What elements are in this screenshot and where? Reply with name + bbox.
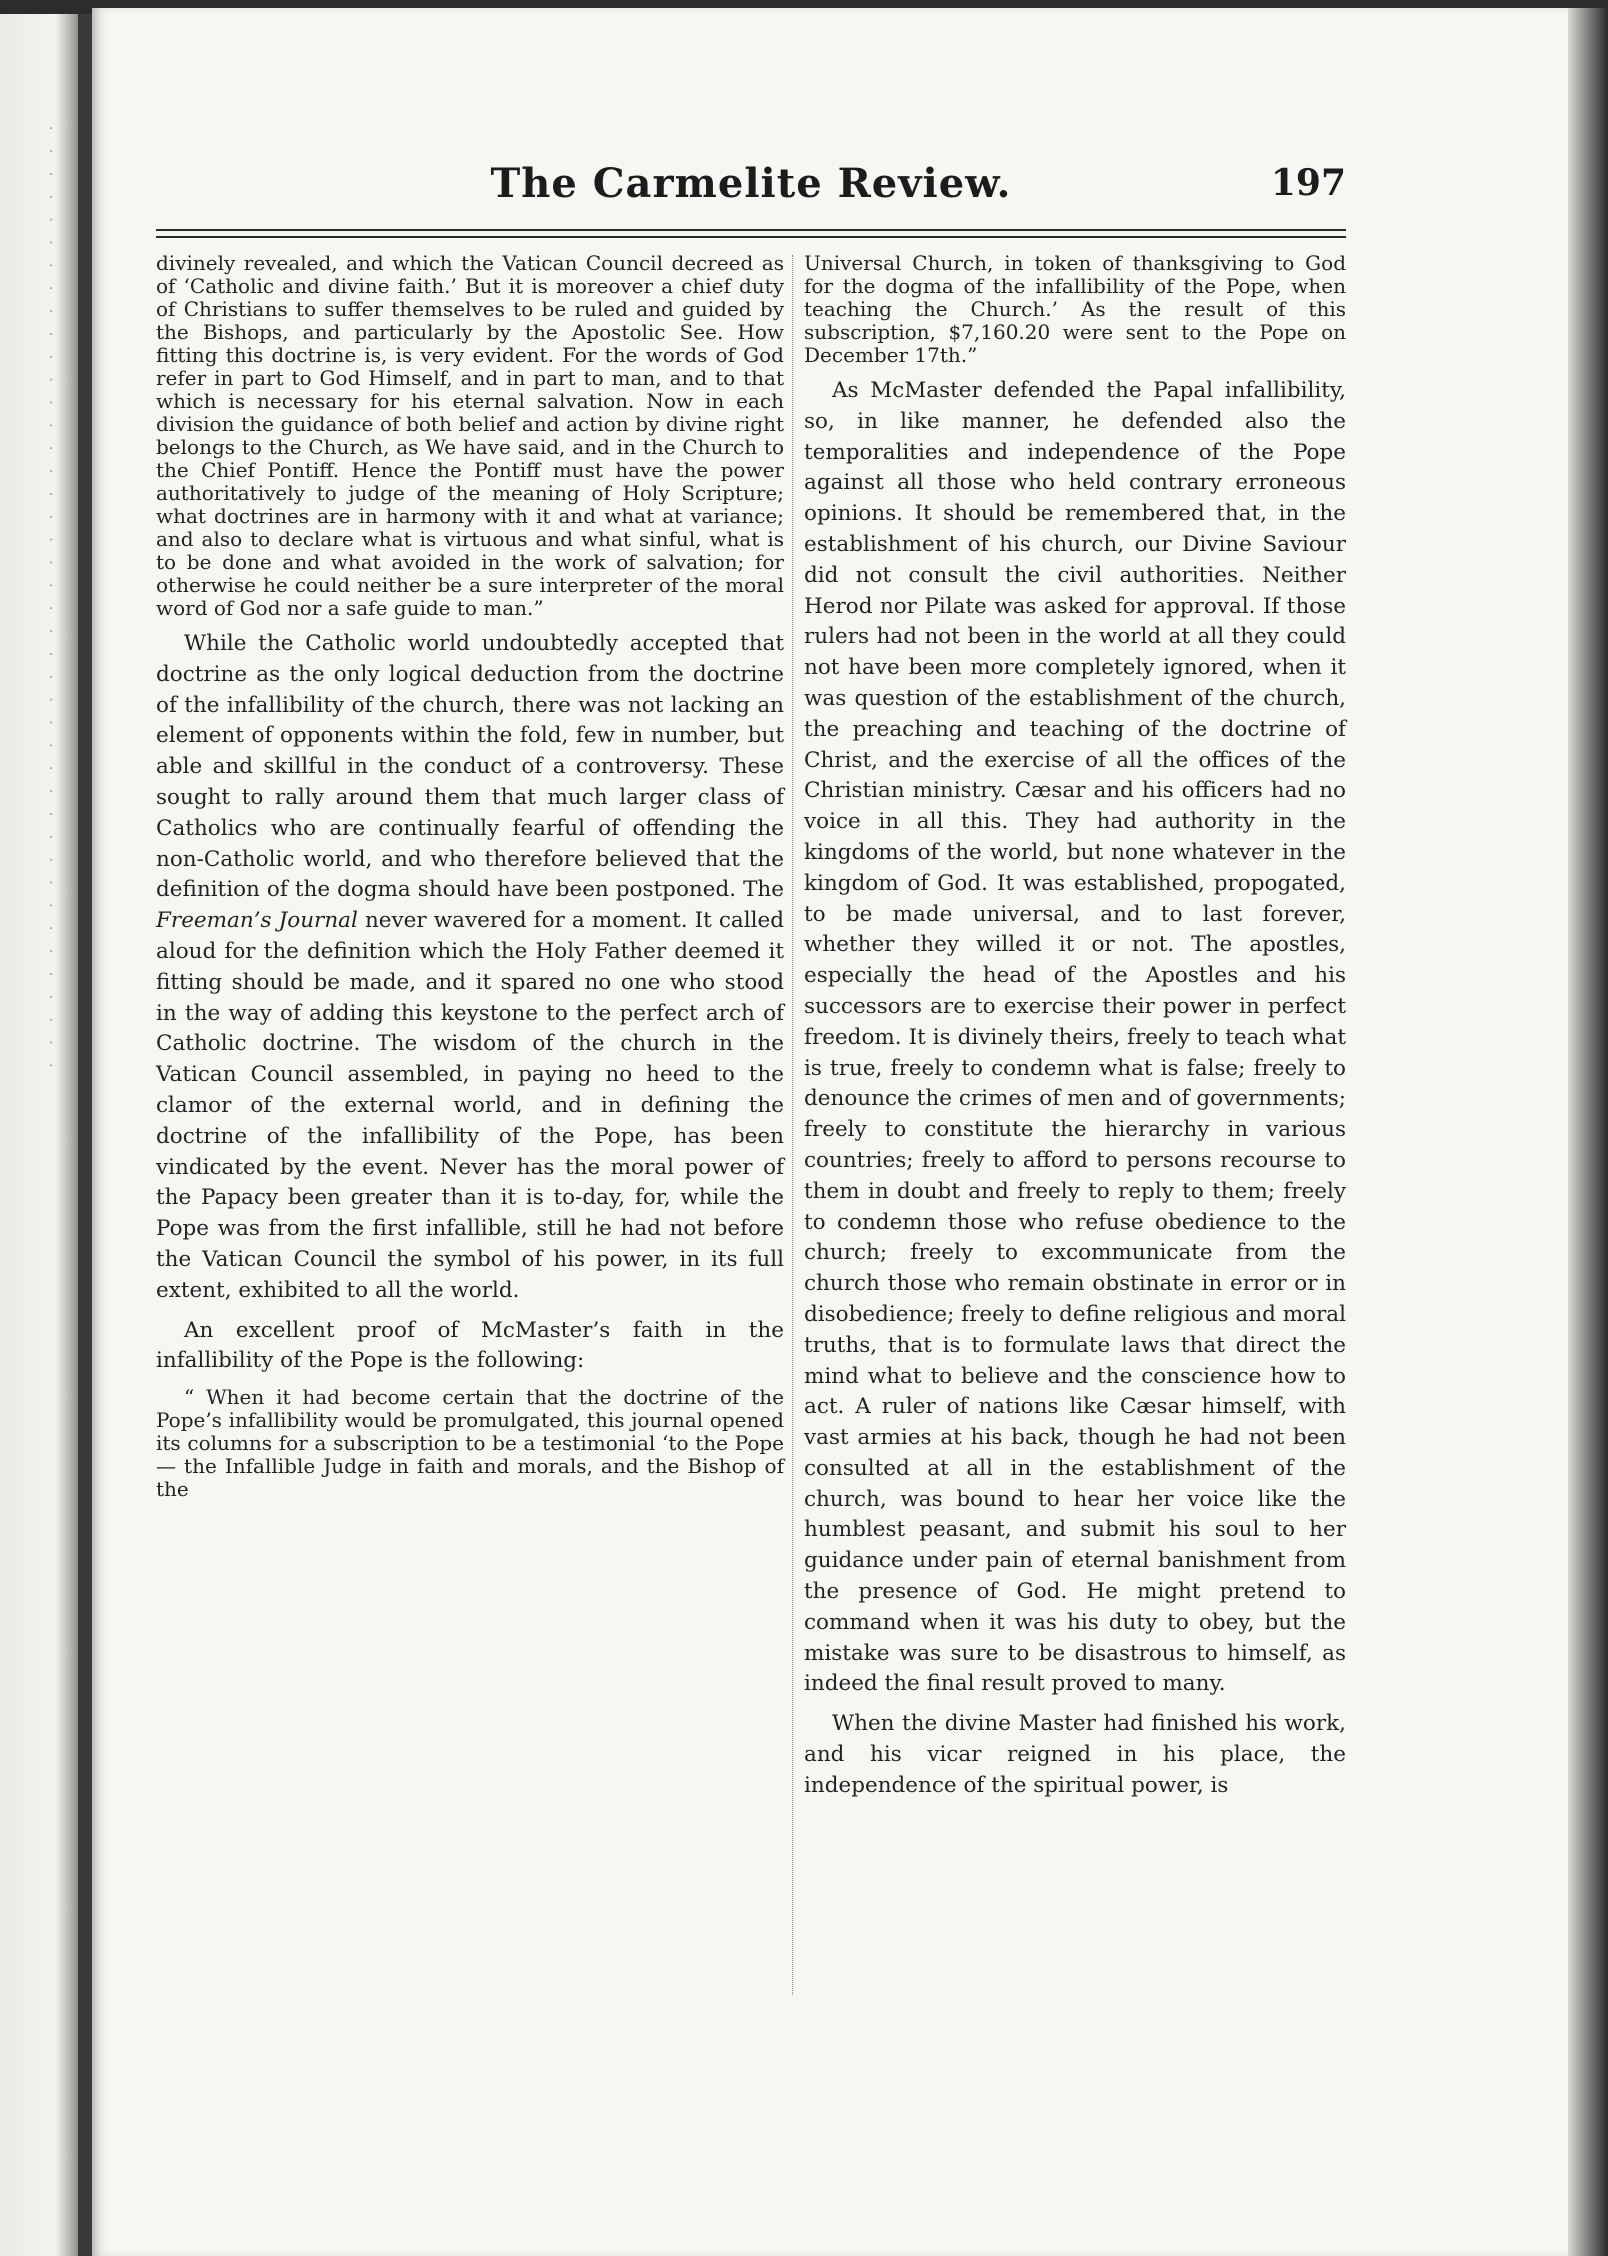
paragraph-text: While the Catholic world undoubtedly accepted that doctrine as the only logical deduction from the doctrine of the infallibility of the church, there was not lacking an element of opponents within the fold, few in number, but able and skillful in the conduct of a controversy. These sought to rally around them that much larger class of Catholics who are continually fearful of offending the non-Catholic world, and who therefore believed that the definition of the dogma should have been postponed. The (156, 631, 784, 903)
facing-page-edge (0, 14, 78, 2256)
journal-title: Freeman’s Journal (156, 908, 358, 934)
header-rule-bottom (156, 236, 1346, 238)
running-title: The Carmelite Review. (490, 160, 1012, 207)
facing-page-bleed-text: · · · · · · · · · · · · · · · · · · · · · · · · · · · · · · · · · · · · · · · · · · (42, 124, 58, 1073)
paragraph-proof-of-faith: An excellent proof of McMaster’s faith in the infallibility of the Pope is the following: (156, 1317, 784, 1374)
page-number: 197 (1270, 162, 1346, 204)
paragraph-text: never wavered for a moment. It called aloud for the definition which the Holy Father deemed it fitting should be made, and it spared no one who stood in the way of adding this keystone to the perfect arch of Catholic doctrine. The wisdom of the church in the Vatican Council assembled, in paying no heed to the clamor of the external world, and in defining the doctrine of the infallibility of the Pope, has been vindicated by the event. Never has the moral power of the Papacy been greater than it is to-day, for, while the Pope was from the first infallible, still he had not before the Vatican Council the symbol of his power, in its full extent, exhibited to all the world. (156, 908, 784, 1303)
running-header (156, 160, 1346, 230)
paragraph-temporalities: As McMaster defended the Papal infallibility, so, in like manner, he defended also the temporalities and independence of the Pope against all those who held contrary erroneous opinions. It should be remembered that, in the establishment of his church, our Divine Saviour did not consult the civil authorities. Neither Herod nor Pilate was asked for approval. If those rulers had not been in the world at all they could not have been more completely ignored, when it was question of the establishment of the church, the preaching and teaching of the doctrine of Christ, and the exercise of all the offices of the Christian ministry. Cæsar and his officers had no voice in all this. They had authority in the kingdoms of the world, but none whatever in the kingdom of God. It was established, propogated, to be made universal, and to last forever, whether they willed it or not. The apostles, especially the head of the Apostles and his successors are to exercise their power in perfect freedom. It is divinely theirs, freely to teach what is true, freely to condemn what is false; freely to denounce the crimes of men and of governments; freely to constitute the hierarchy in various countries; freely to afford to persons recourse to them in doubt and freely to reply to them; freely to condemn those who refuse obedience to the church; freely to excommunicate from the church those who remain obstinate in error or in disobedience; freely to define religious and moral truths, that is to formulate laws that direct the mind what to believe and the conscience how to act. A ruler of nations like Cæsar himself, with vast armies at his back, though he had not been consulted at all in the establishment of the church, was bound to hear her voice like the humblest peasant, and submit his soul to her guidance under pain of eternal banishment from the presence of God. He might pretend to command when it was his duty to obey, but the mistake was sure to be disastrous to himself, as indeed the final result proved to many. (804, 378, 1346, 1697)
subscription-quote-continued (804, 252, 1346, 367)
quote-text: Universal Church, in token of thanksgiving to God for the dogma of the infallibility of the Pope, when teaching the Church.’ As the result of this subscription, $7,160.20 were sent to the Pope on December 17th.” (804, 251, 1346, 367)
subscription-quote (156, 1386, 784, 1501)
header-rule-top (156, 229, 1346, 231)
left-column (156, 252, 784, 1501)
paragraph-divine-master: When the divine Master had finished his work, and his vicar reigned in his place, the independence of the spiritual power, is (804, 1711, 1346, 1798)
page-right-edge (1568, 8, 1608, 2256)
right-column (804, 252, 1346, 1802)
encyclical-quote-continued (156, 252, 784, 620)
quote-text: “ When it had become certain that the doctrine of the Pope’s infallibility would be promulgated, this journal opened its columns for a subscription to be a testimonial ‘to the Pope — the Infallible Judge in faith and morals, and the Bishop of the (156, 1385, 784, 1502)
quote-text: divinely revealed, and which the Vatican Council decreed as of ‘Catholic and divine faith.’ But it is moreover a chief duty of Christians to suffer themselves to be ruled and guided by the Bishops, and particularly by the Apostolic See. How fitting this doctrine is, is very evident. For the words of God refer in part to God Himself, and in part to man, and to that which is necessary for his eternal salvation. Now in each division the guidance of both belief and action by divine right belongs to the Church, as We have said, and in the Church to the Chief Pontiff. Hence the Pontiff must have the power authoritatively to judge of the meaning of Holy Scripture; what doctrines are in harmony with it and what at variance; and also to declare what is virtuous and what sinful, what is to be done and what avoided in the work of salvation; for otherwise he could neither be a sure interpreter of the moral word of God nor a safe guide to man.” (156, 251, 784, 620)
paragraph-catholic-world (156, 629, 784, 1307)
column-divider (792, 255, 793, 1995)
